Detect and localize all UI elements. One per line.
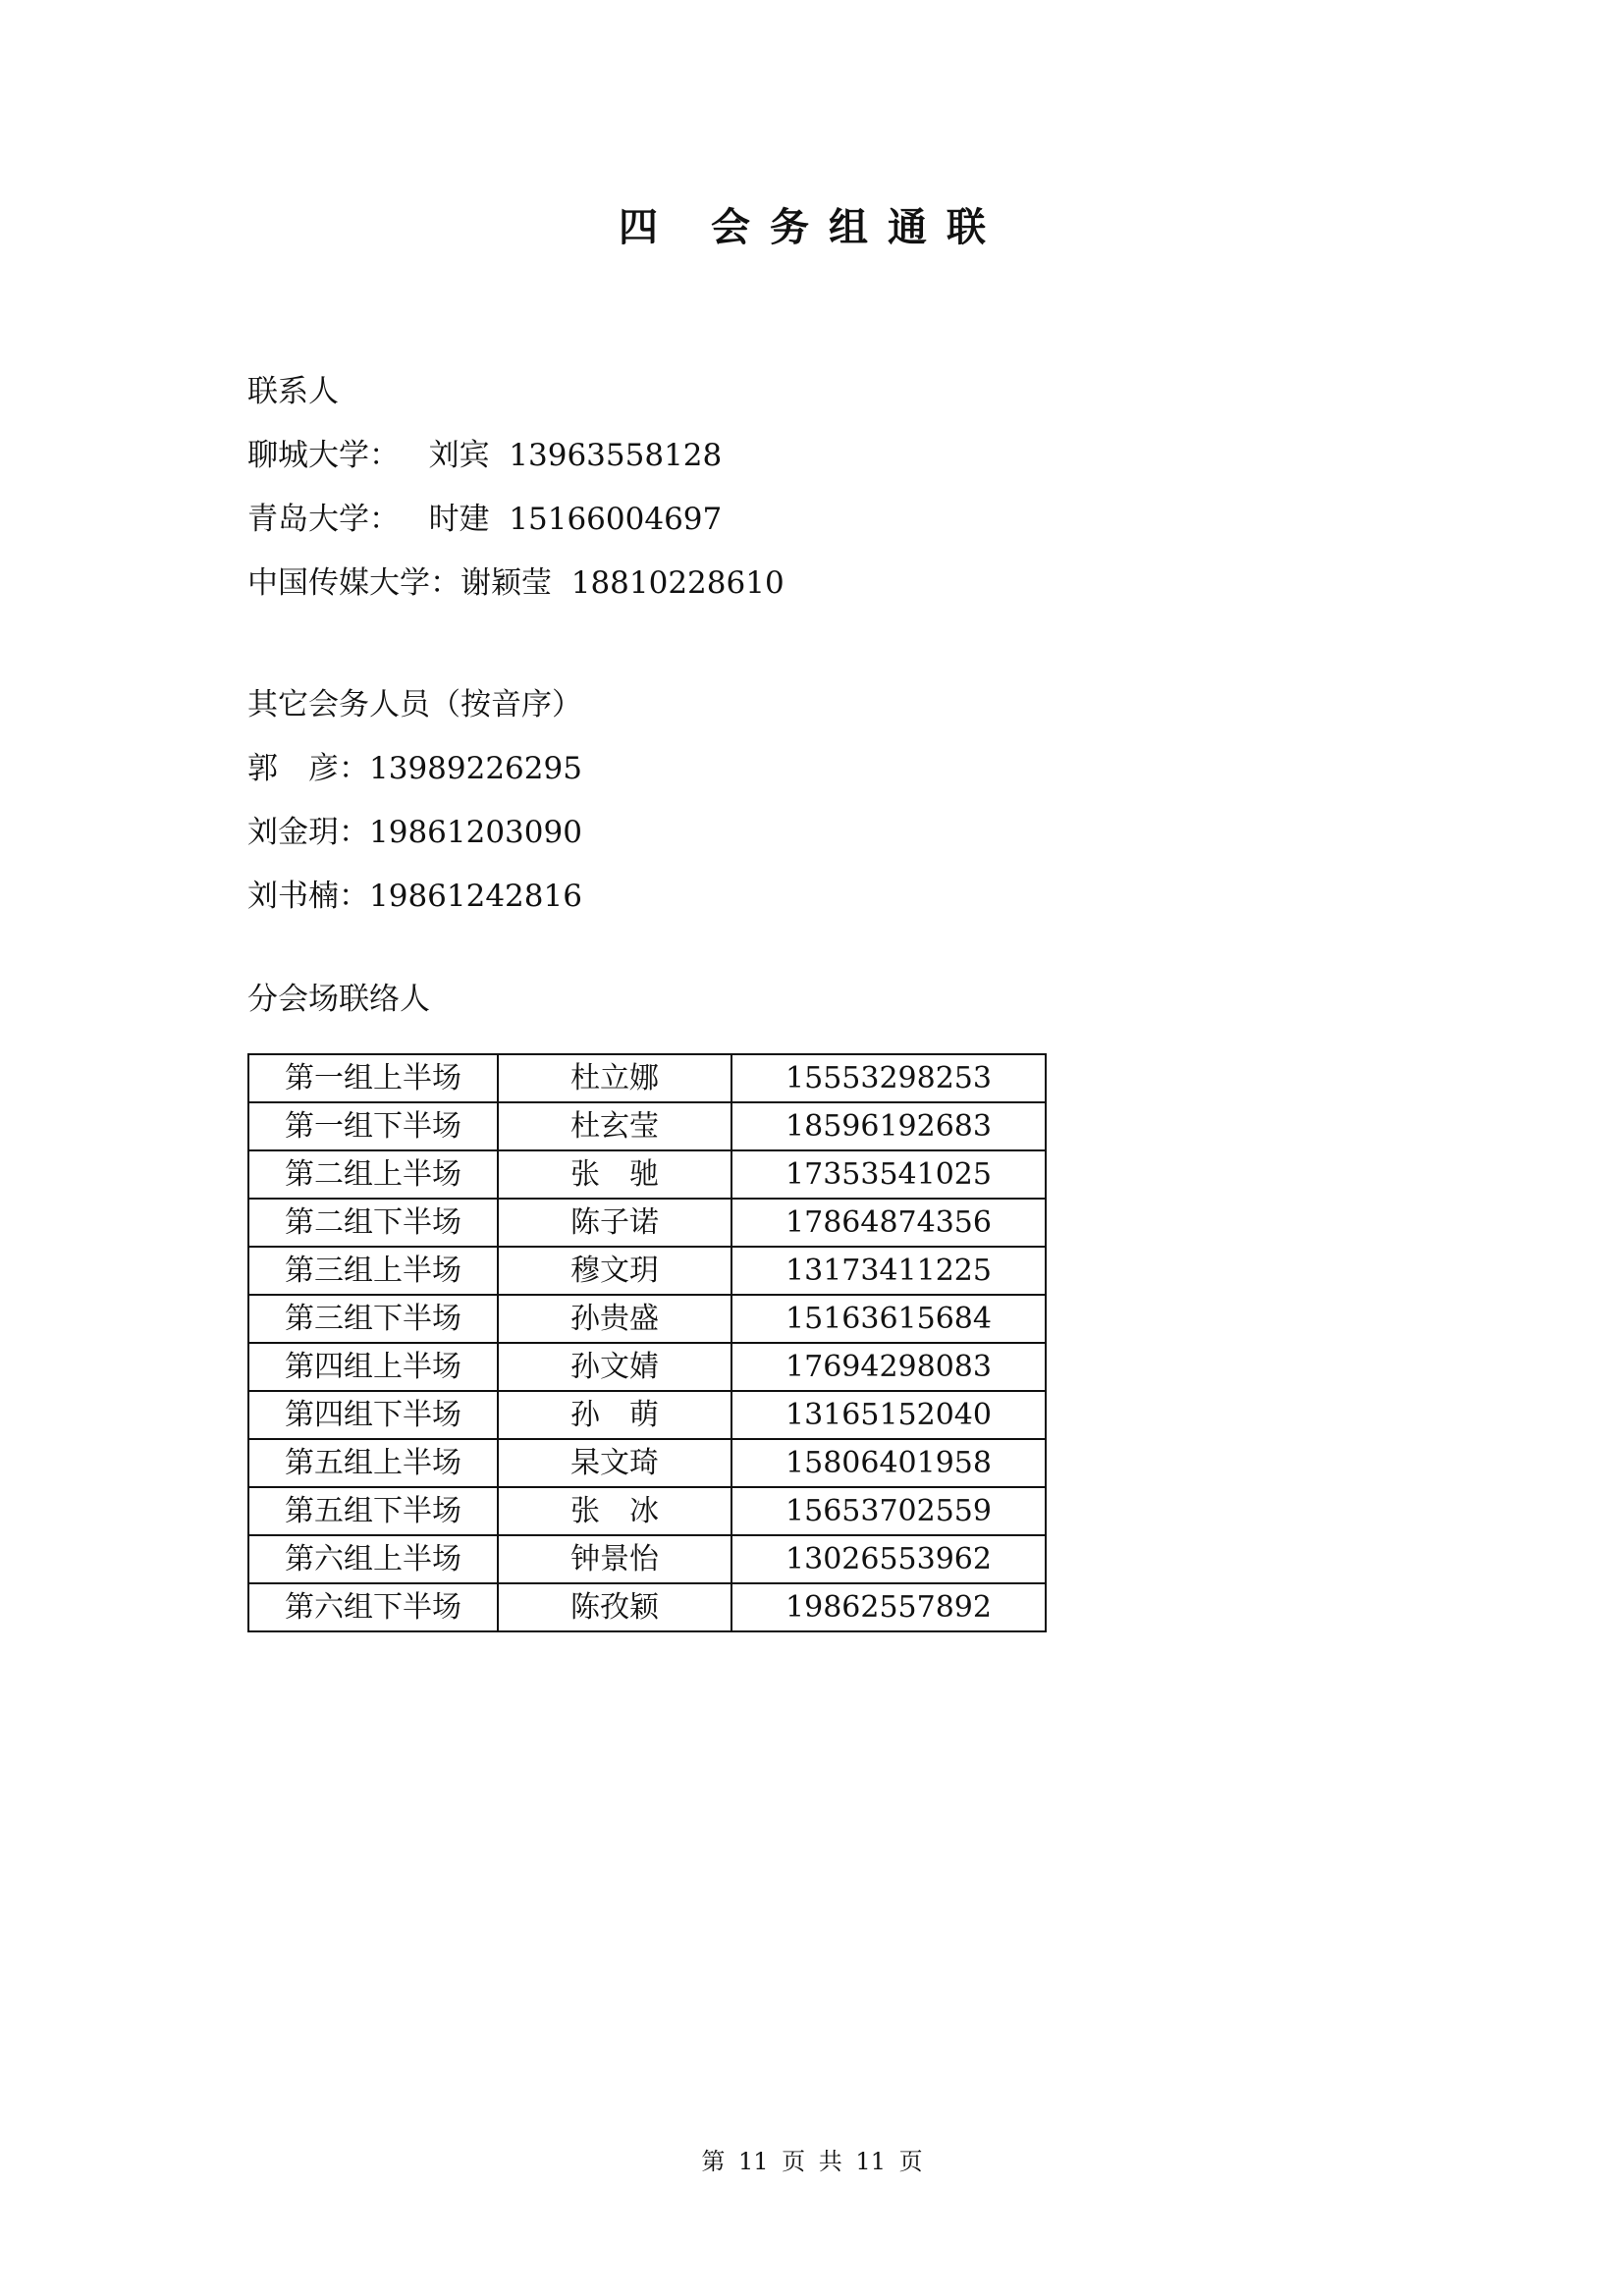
session-cell: 第一组下半场 xyxy=(248,1102,498,1150)
venue-heading: 分会场联络人 xyxy=(247,982,430,1017)
session-cell: 第六组下半场 xyxy=(248,1583,498,1631)
table-row xyxy=(248,1150,1046,1199)
table-row xyxy=(248,1391,1046,1439)
name-cell: 钟景怡 xyxy=(498,1535,731,1583)
staff-name: 刘书楠： xyxy=(247,879,369,914)
table-row xyxy=(248,1199,1046,1247)
contact-phone: 18810228610 xyxy=(570,565,785,601)
session-cell: 第一组上半场 xyxy=(248,1054,498,1102)
name-cell: 孙文婧 xyxy=(498,1343,731,1391)
session-cell: 第四组上半场 xyxy=(248,1343,498,1391)
staff-heading: 其它会务人员（按音序） xyxy=(247,687,582,722)
table-row xyxy=(248,1343,1046,1391)
contact-org: 中国传媒大学： xyxy=(247,565,460,601)
contact-phone: 13963558128 xyxy=(509,438,723,473)
session-cell: 第五组下半场 xyxy=(248,1487,498,1535)
phone-cell: 18596192683 xyxy=(731,1102,1046,1150)
staff-line xyxy=(247,881,582,912)
staff-phone: 19861203090 xyxy=(369,815,582,850)
name-cell: 张 驰 xyxy=(498,1150,731,1199)
name-cell: 孙贵盛 xyxy=(498,1295,731,1343)
table-row xyxy=(248,1583,1046,1631)
page-title: 四 会务组通联 xyxy=(619,205,1005,250)
phone-cell: 13026553962 xyxy=(731,1535,1046,1583)
name-cell: 陈孜颖 xyxy=(498,1583,731,1631)
name-cell: 穆文玥 xyxy=(498,1247,731,1295)
name-cell: 杜立娜 xyxy=(498,1054,731,1102)
contact-org: 聊城大学： xyxy=(247,438,400,473)
phone-cell: 13165152040 xyxy=(731,1391,1046,1439)
phone-cell: 17353541025 xyxy=(731,1150,1046,1199)
staff-line xyxy=(247,815,582,850)
table-row xyxy=(248,1247,1046,1295)
phone-cell: 17864874356 xyxy=(731,1199,1046,1247)
phone-cell: 15806401958 xyxy=(731,1439,1046,1487)
contact-line xyxy=(247,502,723,537)
name-cell: 张 冰 xyxy=(498,1487,731,1535)
staff-phone: 13989226295 xyxy=(369,751,582,786)
session-cell: 第四组下半场 xyxy=(248,1391,498,1439)
session-cell: 第三组上半场 xyxy=(248,1247,498,1295)
table-row xyxy=(248,1295,1046,1343)
name-cell: 陈子诺 xyxy=(498,1199,731,1247)
venue-contact-table xyxy=(247,1053,1047,1632)
session-cell: 第二组下半场 xyxy=(248,1199,498,1247)
name-cell: 杲文琦 xyxy=(498,1439,731,1487)
table-row xyxy=(248,1054,1046,1102)
name-cell: 孙 萌 xyxy=(498,1391,731,1439)
session-cell: 第五组上半场 xyxy=(248,1439,498,1487)
contacts-heading: 联系人 xyxy=(247,374,339,409)
session-cell: 第三组下半场 xyxy=(248,1295,498,1343)
phone-cell: 15553298253 xyxy=(731,1054,1046,1102)
phone-cell: 19862557892 xyxy=(731,1583,1046,1631)
contact-name: 谢颖莹 xyxy=(460,565,552,601)
staff-phone: 19861242816 xyxy=(369,879,582,914)
session-cell: 第二组上半场 xyxy=(248,1150,498,1199)
staff-line xyxy=(247,751,582,786)
table-row xyxy=(248,1487,1046,1535)
contact-line xyxy=(247,438,723,473)
contact-line xyxy=(247,565,785,601)
staff-name: 郭 彦： xyxy=(247,751,369,786)
contact-org: 青岛大学： xyxy=(247,502,400,537)
table-row xyxy=(248,1439,1046,1487)
staff-name: 刘金玥： xyxy=(247,815,369,850)
session-cell: 第六组上半场 xyxy=(248,1535,498,1583)
phone-cell: 13173411225 xyxy=(731,1247,1046,1295)
table-row xyxy=(248,1102,1046,1150)
contact-phone: 15166004697 xyxy=(509,502,723,537)
phone-cell: 15163615684 xyxy=(731,1295,1046,1343)
contact-name: 刘宾 xyxy=(428,438,490,473)
phone-cell: 17694298083 xyxy=(731,1343,1046,1391)
page-number-footer: 第 11 页 共 11 页 xyxy=(701,2148,923,2175)
phone-cell: 15653702559 xyxy=(731,1487,1046,1535)
table-row xyxy=(248,1535,1046,1583)
name-cell: 杜玄莹 xyxy=(498,1102,731,1150)
contact-name: 时建 xyxy=(428,502,490,537)
